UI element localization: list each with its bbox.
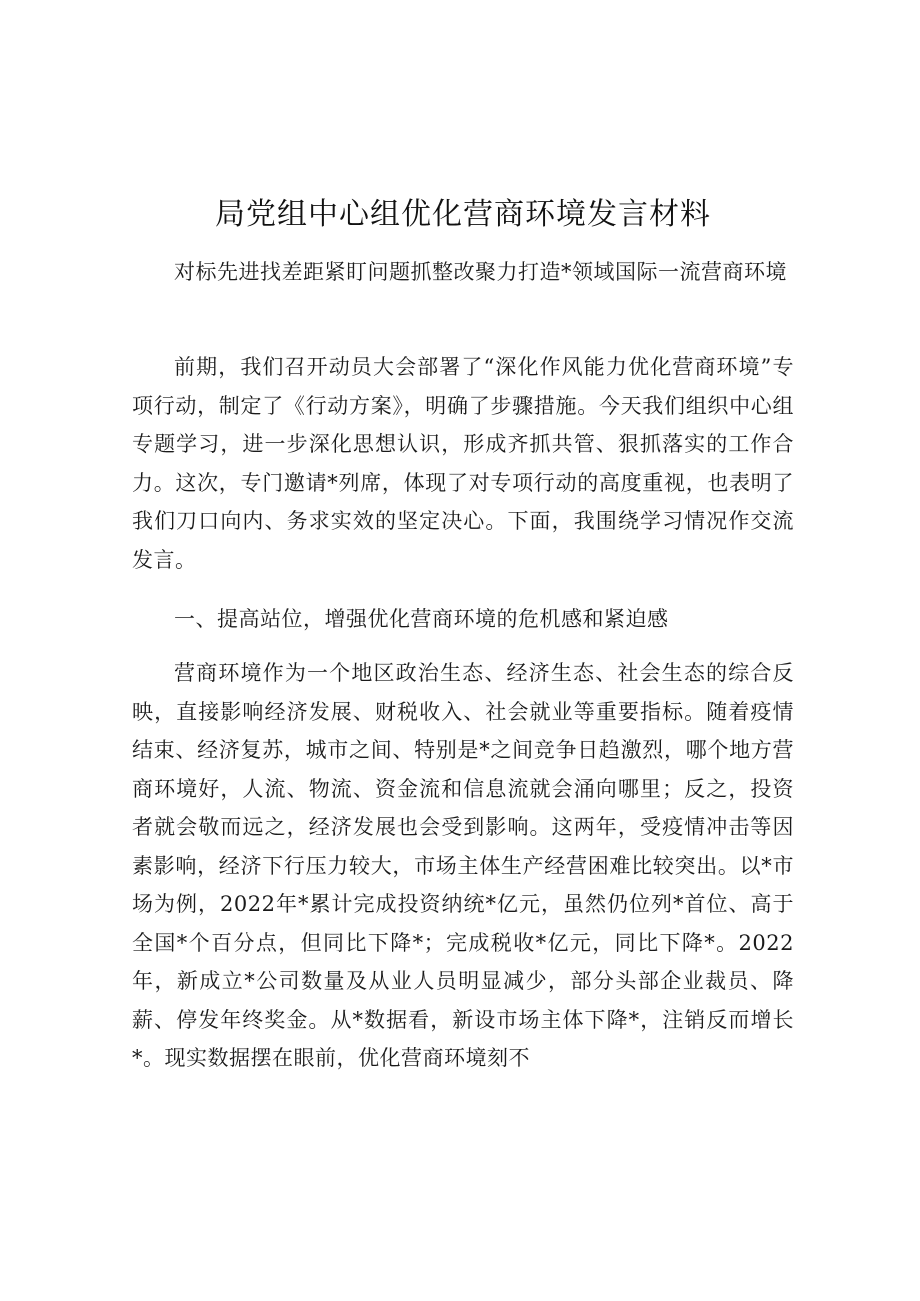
document-title: 局党组中心组优化营商环境发言材料 [215,197,711,232]
intro-paragraph: 前期，我们召开动员大会部署了“深化作风能力优化营商环境”专项行动，制定了《行动方案》，明确了步骤措施。今天我们组织中心组专题学习，进一步深化思想认识，形成齐抓共管、狠抓落实的工作合力。这次，专门邀请*列席，体现了对专项行动的高度重视，也表明了我们刀口向内、务求实效的坚定决心。下面，我围绕学习情况作交流发言。 [132,355,794,572]
section-1-paragraph: 营商环境作为一个地区政治生态、经济生态、社会生态的综合反映，直接影响经济发展、财税收入、社会就业等重要指标。随着疫情结束、经济复苏，城市之间、特别是*之间竞争日趋激烈，哪个地方营商环境好，人流、物流、资金流和信息流就会涌向哪里；反之，投资者就会敬而远之，经济发展也会受到影响。这两年，受疫情冲击等因素影响，经济下行压力较大，市场主体生产经营困难比较突出。以*市场为例，2022年*累计完成投资纳统*亿元，虽然仍位列*首位、高于全国*个百分点，但同比下降*；完成税收*亿元，同比下降*。2022年，新成立*公司数量及从业人员明显减少，部分头部企业裁员、降薪、停发年终奖金。从*数据看，新设市场主体下降*，注销反而增长*。现实数据摆在眼前，优化营商环境刻不 [132,661,794,1070]
document-subtitle: 对标先进找差距紧盯问题抓整改聚力打造*领域国际一流营商环境 [174,260,787,284]
section-heading-1: 一、提高站位，增强优化营商环境的危机感和紧迫感 [174,607,669,631]
